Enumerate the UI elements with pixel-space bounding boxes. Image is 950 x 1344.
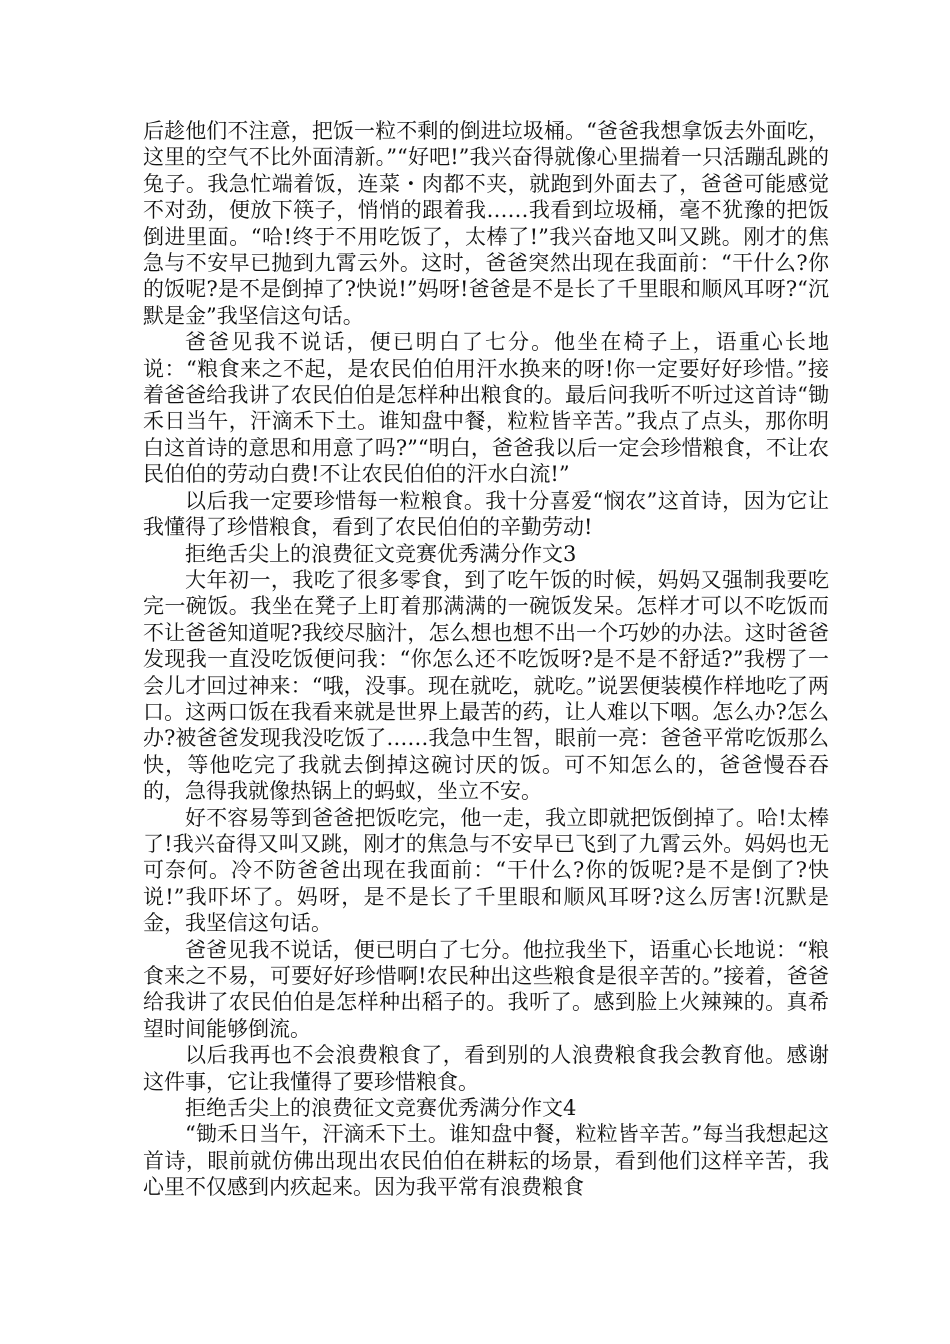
paragraph-continuation: 后趁他们不注意，把饭一粒不剩的倒进垃圾桶。“爸爸我想拿饭去外面吃，这里的空气不比外面清新。”“好吧!”我兴奋得就像心里揣着一只活蹦乱跳的兔子。我急忙端着饭，连菜・肉都不夹，就跑到外面去了，爸爸可能感觉不对劲，便放下筷子，悄悄的跟着我……我看到垃圾桶，毫不犹豫的把饭倒进里面。“哈!终于不用吃饭了，太棒了!”我兴奋地又叫又跳。刚才的焦急与不安早已抛到九霄云外。这时，爸爸突然出现在我面前：“干什么?你的饭呢?是不是倒掉了?快说!”妈呀!爸爸是不是长了千里眼和顺风耳呀?“沉默是金”我坚信这句话。 <box>143 119 829 328</box>
essay-heading-4: 拒绝舌尖上的浪费征文竞赛优秀满分作文4 <box>185 1096 577 1121</box>
paragraph: 以后我再也不会浪费粮食了，看到别的人浪费粮食我会教育他。感谢这件事，它让我懂得了要珍惜粮食。 <box>143 1043 829 1094</box>
paragraph: “锄禾日当午，汗滴禾下土。谁知盘中餐，粒粒皆辛苦。”每当我想起这首诗，眼前就仿佛出现出农民伯伯在耕耘的场景，看到他们这样辛苦，我心里不仅感到内疚起来。因为我平常有浪费粮食 <box>143 1122 829 1200</box>
paragraph: 爸爸见我不说话，便已明白了七分。他拉我坐下，语重心长地说：“粮食来之不易，可要好好珍惜啊!农民种出这些粮食是很辛苦的。”接着，爸爸给我讲了农民伯伯是怎样种出稻子的。我听了。感到脸上火辣辣的。真希望时间能够倒流。 <box>143 937 829 1041</box>
paragraph: 大年初一，我吃了很多零食，到了吃午饭的时候，妈妈又强制我要吃完一碗饭。我坐在凳子上盯着那满满的一碗饭发呆。怎样才可以不吃饭而不让爸爸知道呢?我绞尽脑汁，怎么想也想不出一个巧妙的办法。这时爸爸发现我一直没吃饭便问我：“你怎么还不吃饭呀?是不是不舒适?”我楞了一会儿才回过神来：“哦，没事。现在就吃，就吃。”说罢便装模作样地吃了两口。这两口饭在我看来就是世界上最苦的药，让人难以下咽。怎么办?怎么办?被爸爸发现我没吃饭了……我急中生智，眼前一亮：爸爸平常吃饭那么快，等他吃完了我就去倒掉这碗讨厌的饭。可不知怎么的，爸爸慢吞吞的，急得我就像热锅上的蚂蚁，坐立不安。 <box>143 567 829 804</box>
paragraph: 爸爸见我不说话，便已明白了七分。他坐在椅子上，语重心长地说：“粮食来之不起，是农民伯伯用汗水换来的呀!你一定要好好珍惜。”接着爸爸给我讲了农民伯伯是怎样种出粮食的。最后问我听不听过这首诗“锄禾日当午，汗滴禾下土。谁知盘中餐，粒粒皆辛苦。”我点了点头，那你明白这首诗的意思和用意了吗?”“明白，爸爸我以后一定会珍惜粮食，不让农民伯伯的劳动白费!不让农民伯伯的汗水白流!” <box>143 330 829 487</box>
paragraph: 好不容易等到爸爸把饭吃完，他一走，我立即就把饭倒掉了。哈!太棒了!我兴奋得又叫又跳，刚才的焦急与不安早已飞到了九霄云外。妈妈也无可奈何。冷不防爸爸出现在我面前：“干什么?你的饭呢?是不是倒了?快说!”我吓坏了。妈呀，是不是长了千里眼和顺风耳呀?这么厉害!沉默是金，我坚信这句话。 <box>143 805 829 936</box>
essay-heading-3: 拒绝舌尖上的浪费征文竞赛优秀满分作文3 <box>185 541 577 566</box>
paragraph: 以后我一定要珍惜每一粒粮食。我十分喜爱“悯农”这首诗，因为它让我懂得了珍惜粮食，看到了农民伯伯的辛勤劳动! <box>143 488 829 540</box>
document-body <box>143 118 829 1201</box>
